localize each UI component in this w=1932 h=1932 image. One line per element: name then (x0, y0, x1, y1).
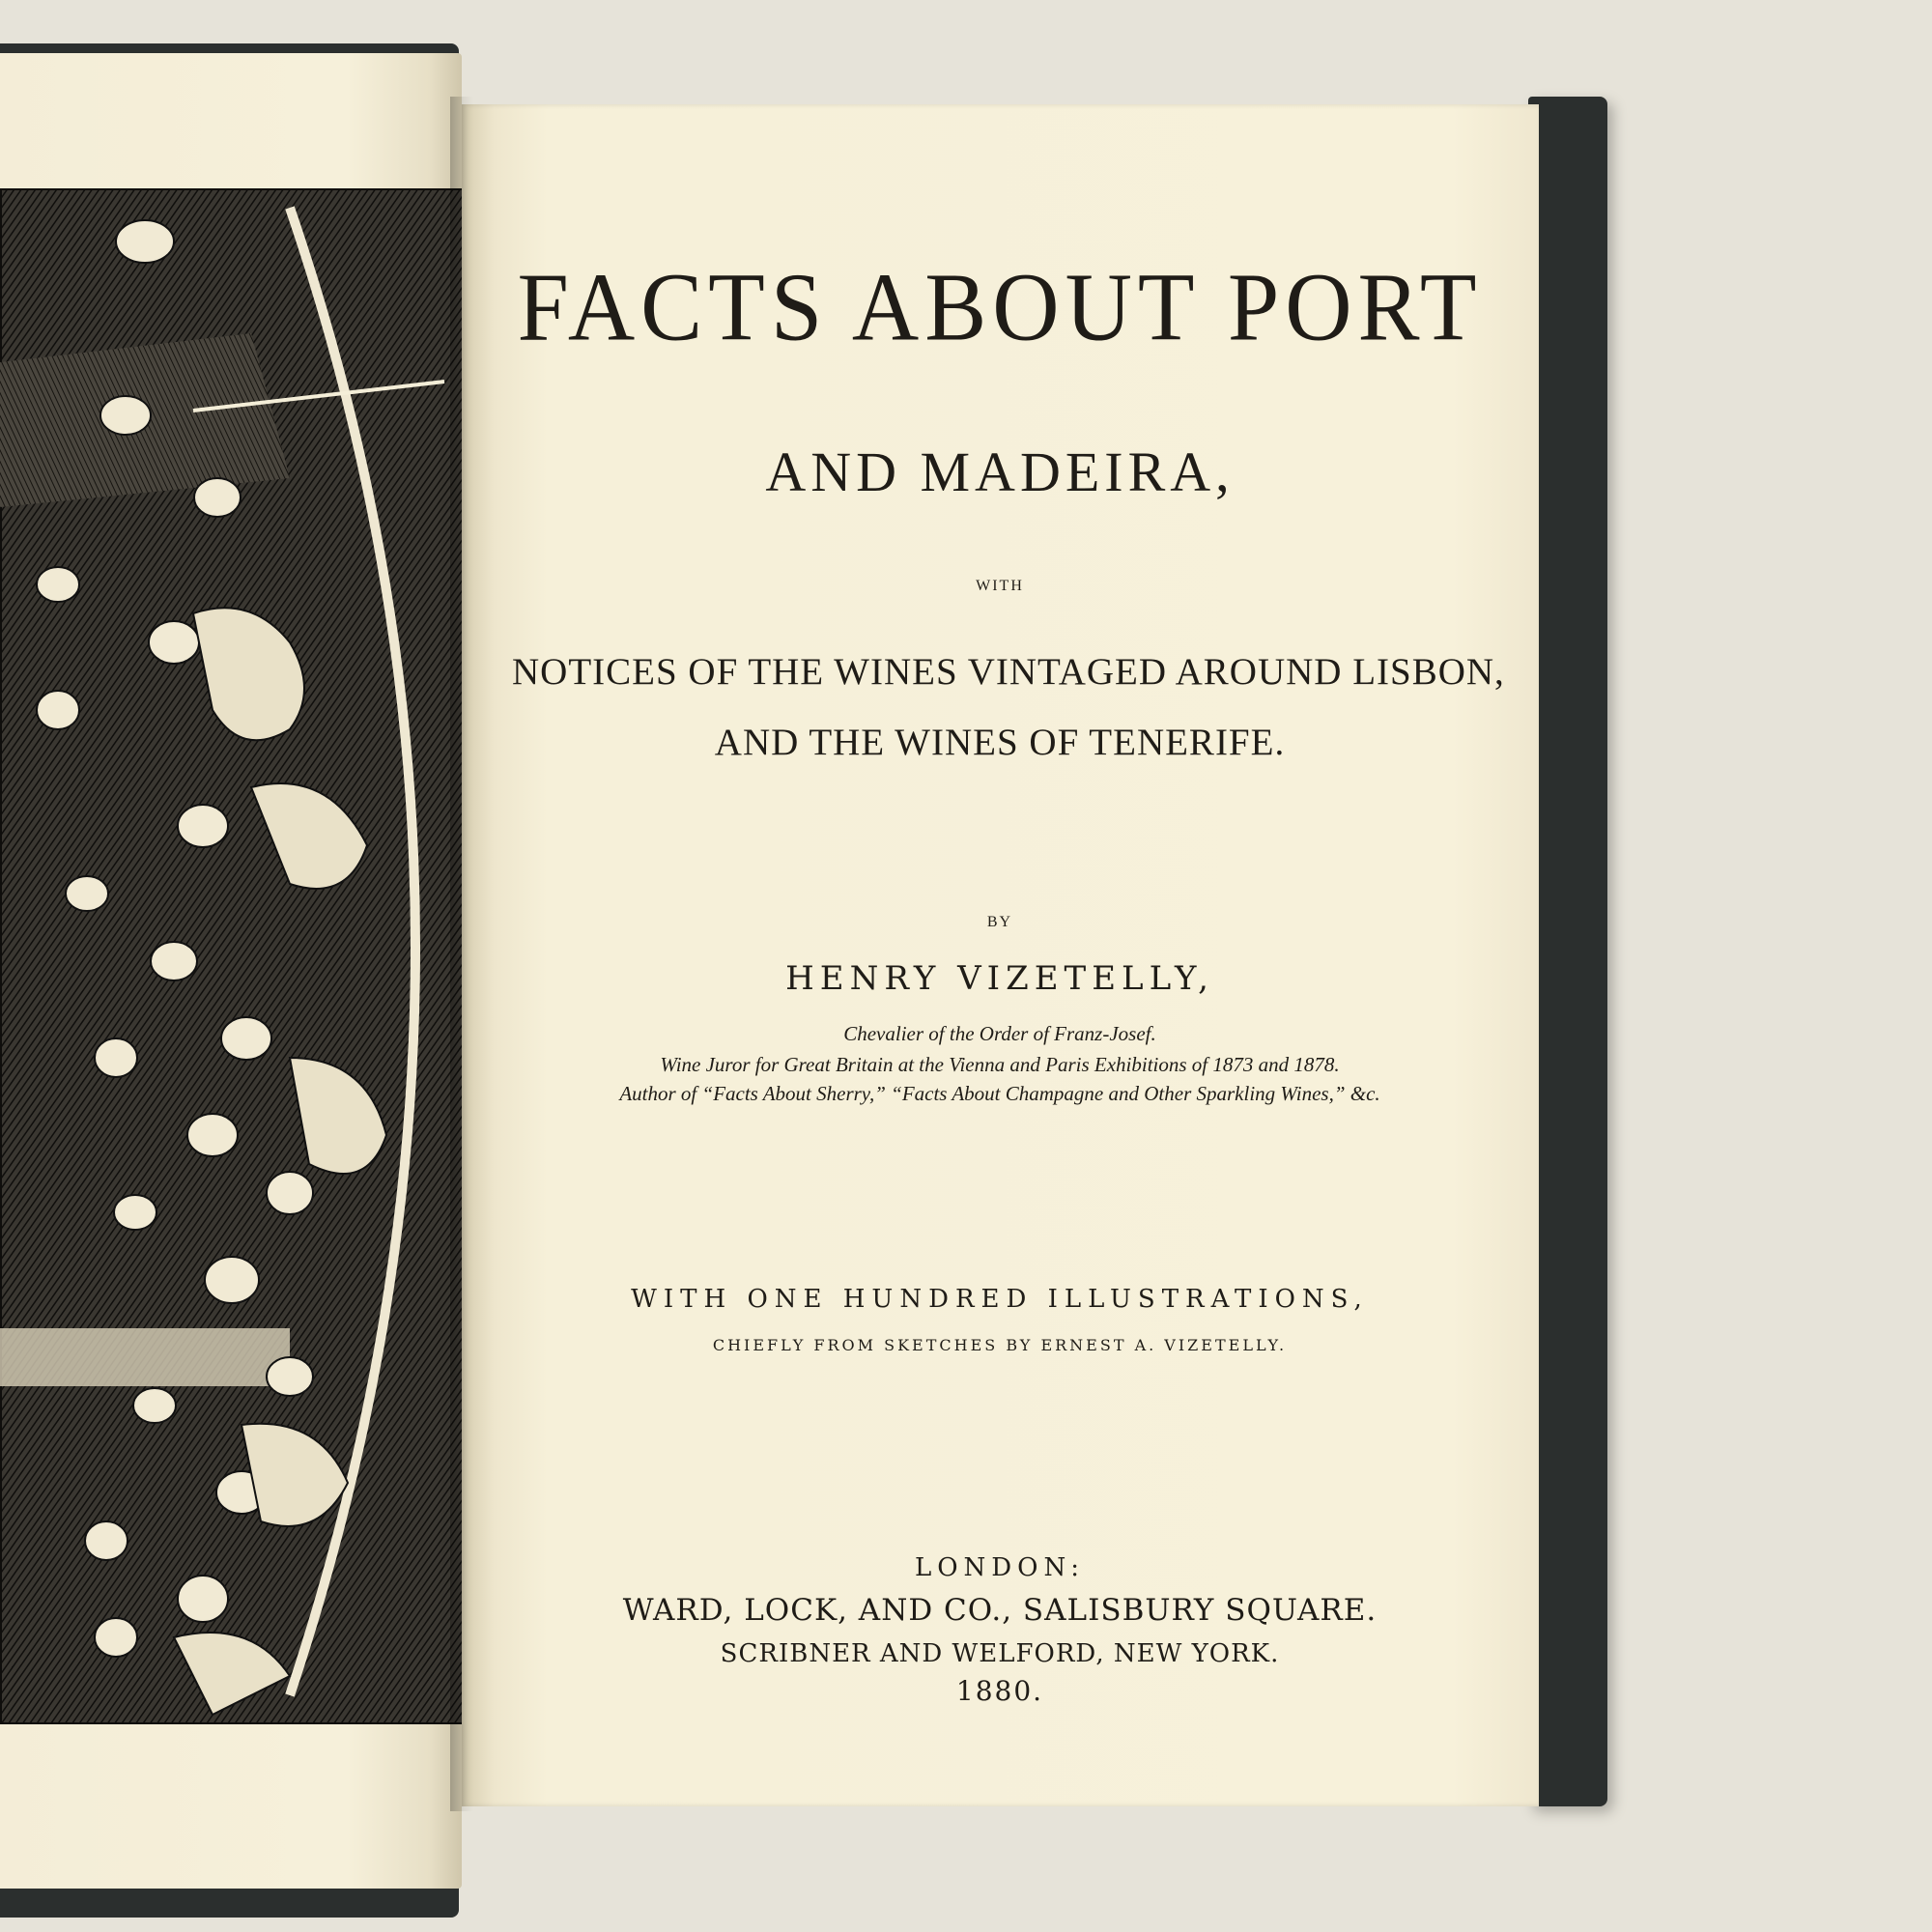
imprint-year: 1880. (955, 1675, 1044, 1707)
imprint-place: LONDON: (914, 1553, 1086, 1582)
with-label: WITH (976, 578, 1024, 594)
author-credential-3: Author of “Facts About Sherry,” “Facts About Champagne and Other Sparkling Wines,” &c. (619, 1082, 1380, 1105)
notices-line-2: AND THE WINES OF TENERIFE. (714, 722, 1286, 763)
by-label: BY (986, 914, 1013, 930)
book-gutter (450, 97, 473, 1811)
book-subtitle: AND MADEIRA, (765, 440, 1235, 503)
sketches-note: CHIEFLY FROM SKETCHES BY ERNEST A. VIZETELLY. (712, 1336, 1288, 1354)
book-cover-right (1528, 97, 1607, 1806)
illustrations-note: WITH ONE HUNDRED ILLUSTRATIONS, (631, 1285, 1369, 1314)
author-name: HENRY VIZETELLY, (785, 959, 1214, 998)
imprint-copublisher: SCRIBNER AND WELFORD, NEW YORK. (720, 1639, 1280, 1668)
notices-line-1: NOTICES OF THE WINES VINTAGED AROUND LISBON, (512, 651, 1505, 693)
book-title: FACTS ABOUT PORT (517, 252, 1483, 361)
frontispiece-engraving (0, 188, 464, 1724)
author-credential-2: Wine Juror for Great Britain at the Vienna and Paris Exhibitions of 1873 and 1878. (660, 1053, 1340, 1076)
author-credential-1: Chevalier of the Order of Franz-Josef. (843, 1022, 1156, 1045)
imprint-publisher: WARD, LOCK, AND CO., SALISBURY SQUARE. (622, 1593, 1378, 1628)
